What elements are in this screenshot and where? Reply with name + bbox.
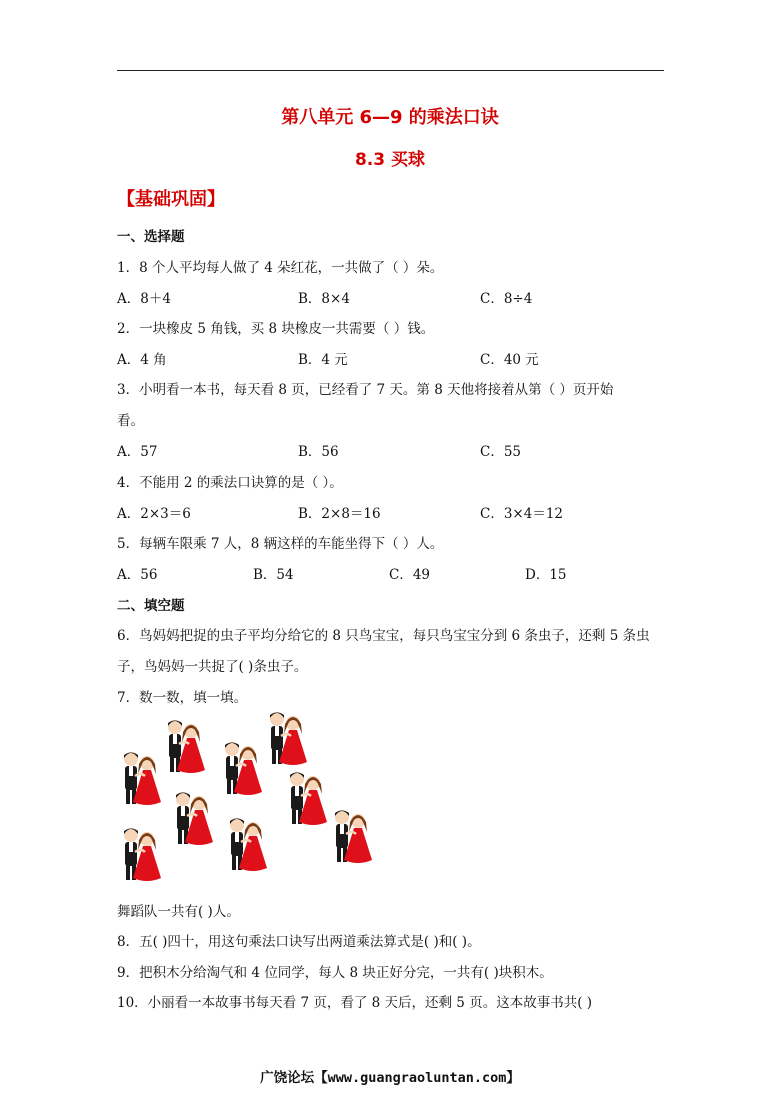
question-9: 9．把积木分给淘气和 4 位同学，每人 8 块正好分完，一共有( )块积木。 bbox=[117, 965, 553, 981]
page-footer: 广饶论坛【www.guangraoluntan.com】 bbox=[260, 1070, 520, 1086]
q1-option-a: A．8＋4 bbox=[117, 291, 171, 307]
question-8: 8．五( )四十，用这句乘法口诀写出两道乘法算式是( )和( )。 bbox=[117, 934, 481, 950]
question-4: 4．不能用 2 的乘法口诀算的是（ ）。 bbox=[117, 475, 343, 491]
dancing-couple bbox=[124, 752, 161, 805]
question-5: 5．每辆车限乘 7 人，8 辆这样的车能坐得下（ ）人。 bbox=[117, 536, 444, 552]
q4-option-b: B．2×8＝16 bbox=[298, 506, 381, 522]
q2-option-c: C．40 元 bbox=[480, 352, 539, 368]
dancing-couples-illustration bbox=[117, 708, 387, 888]
question-3-line-1: 3．小明看一本书，每天看 8 页，已经看了 7 天。第 8 天他将接着从第（ ）页开始 bbox=[117, 382, 614, 398]
section-label-basic: 【基础巩固】 bbox=[117, 189, 225, 210]
q3-option-b: B．56 bbox=[298, 444, 339, 460]
page-subtitle: 8.3 买球 bbox=[354, 150, 426, 170]
page-title: 第八单元 6—9 的乘法口诀 bbox=[281, 107, 499, 128]
q2-option-a: A．4 角 bbox=[117, 352, 167, 368]
q4-option-c: C．3×4＝12 bbox=[480, 506, 563, 522]
q5-option-a: A．56 bbox=[117, 567, 158, 583]
dancing-couple bbox=[225, 742, 262, 795]
question-7: 7．数一数，填一填。 bbox=[117, 690, 248, 706]
dancing-couple bbox=[168, 720, 205, 773]
question-3-line-2: 看。 bbox=[117, 413, 144, 429]
section-heading-fill: 二、填空题 bbox=[117, 598, 185, 614]
q5-option-c: C．49 bbox=[389, 567, 431, 583]
q1-option-b: B．8×4 bbox=[298, 291, 350, 307]
question-1: 1．8 个人平均每人做了 4 朵红花，一共做了（ ）朵。 bbox=[117, 260, 444, 276]
section-heading-choice: 一、选择题 bbox=[117, 229, 185, 245]
question-2: 2．一块橡皮 5 角钱，买 8 块橡皮一共需要（ ）钱。 bbox=[117, 321, 435, 337]
question-6-line-2: 子，鸟妈妈一共捉了( )条虫子。 bbox=[117, 659, 308, 675]
question-7-caption: 舞蹈队一共有( )人。 bbox=[117, 904, 240, 920]
q5-option-d: D．15 bbox=[525, 567, 567, 583]
q3-option-c: C．55 bbox=[480, 444, 522, 460]
question-6-line-1: 6．鸟妈妈把捉的虫子平均分给它的 8 只鸟宝宝，每只鸟宝宝分到 6 条虫子，还剩 5 条虫 bbox=[117, 628, 650, 644]
q2-option-b: B．4 元 bbox=[298, 352, 348, 368]
q1-option-c: C．8÷4 bbox=[480, 291, 533, 307]
dancing-couple bbox=[335, 810, 372, 863]
dancing-couple bbox=[290, 772, 327, 825]
q3-option-a: A．57 bbox=[117, 444, 158, 460]
dancing-couple bbox=[230, 818, 267, 871]
question-10: 10．小丽看一本故事书每天看 7 页，看了 8 天后，还剩 5 页。这本故事书共( ) bbox=[117, 995, 593, 1011]
header-rule bbox=[117, 70, 664, 71]
dancing-couple bbox=[270, 712, 307, 765]
q4-option-a: A．2×3＝6 bbox=[117, 506, 191, 522]
q5-option-b: B．54 bbox=[253, 567, 294, 583]
dancing-couple bbox=[176, 792, 213, 845]
dancing-couple bbox=[124, 828, 161, 881]
